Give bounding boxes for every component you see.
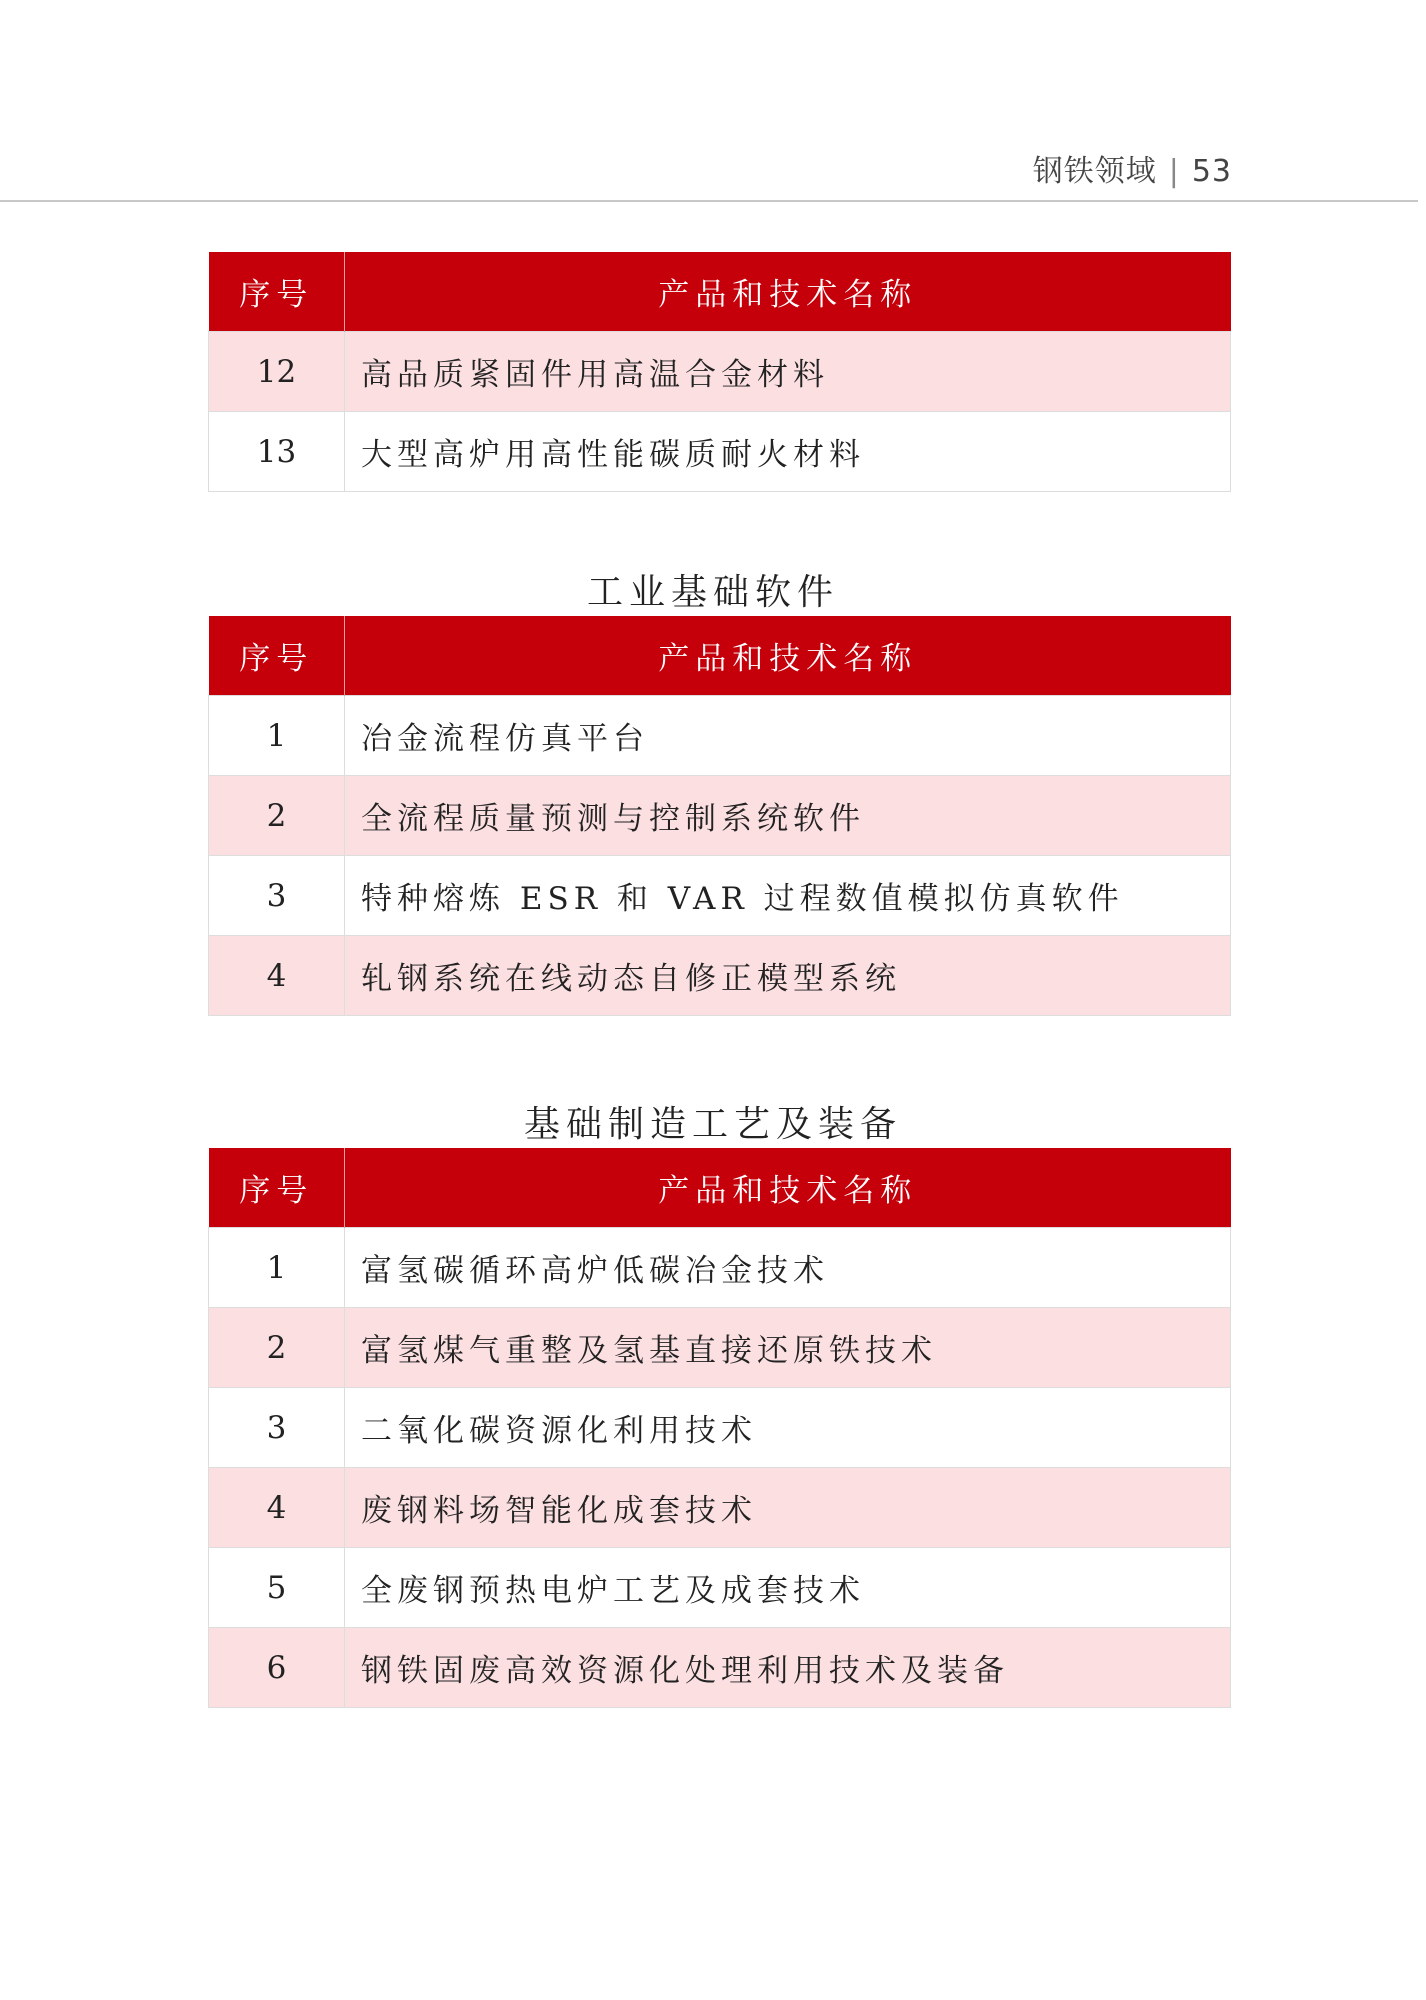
table-header-row — [209, 1148, 1231, 1228]
row-number: 2 — [209, 776, 345, 856]
page-number: 53 — [1191, 154, 1232, 189]
table-row — [209, 1548, 1231, 1628]
table-row — [209, 332, 1231, 412]
row-name: 大型高炉用高性能碳质耐火材料 — [345, 412, 1231, 492]
row-number: 4 — [209, 1468, 345, 1548]
row-number: 2 — [209, 1308, 345, 1388]
row-name: 富氢碳循环高炉低碳冶金技术 — [345, 1228, 1231, 1308]
table-row — [209, 1228, 1231, 1308]
software-table — [208, 616, 1231, 1016]
table-row — [209, 856, 1231, 936]
table-header-row — [209, 252, 1231, 332]
table-row — [209, 1388, 1231, 1468]
column-header-name: 产品和技术名称 — [345, 616, 1231, 696]
row-number: 6 — [209, 1628, 345, 1708]
column-header-number: 序号 — [209, 616, 345, 696]
row-name: 特种熔炼 ESR 和 VAR 过程数值模拟仿真软件 — [345, 856, 1231, 936]
row-name: 全废钢预热电炉工艺及成套技术 — [345, 1548, 1231, 1628]
header-separator: | — [1168, 154, 1180, 189]
table-row — [209, 1468, 1231, 1548]
row-number: 3 — [209, 1388, 345, 1468]
row-number: 3 — [209, 856, 345, 936]
row-number: 5 — [209, 1548, 345, 1628]
row-number: 12 — [209, 332, 345, 412]
row-number: 1 — [209, 696, 345, 776]
process-table — [208, 1148, 1231, 1708]
table-row — [209, 776, 1231, 856]
table-row — [209, 936, 1231, 1016]
row-number: 1 — [209, 1228, 345, 1308]
column-header-number: 序号 — [209, 252, 345, 332]
section-label: 钢铁领域 — [1032, 154, 1157, 189]
table-row — [209, 412, 1231, 492]
row-name: 富氢煤气重整及氢基直接还原铁技术 — [345, 1308, 1231, 1388]
column-header-name: 产品和技术名称 — [345, 252, 1231, 332]
running-header — [1033, 146, 1232, 190]
table-row — [209, 1628, 1231, 1708]
page-header — [0, 0, 1426, 204]
section-title-software: 工业基础软件 — [586, 572, 839, 613]
materials-table — [208, 252, 1231, 492]
table-header-row — [209, 616, 1231, 696]
table-row — [209, 696, 1231, 776]
row-name: 全流程质量预测与控制系统软件 — [345, 776, 1231, 856]
row-name: 高品质紧固件用高温合金材料 — [345, 332, 1231, 412]
row-name: 轧钢系统在线动态自修正模型系统 — [345, 936, 1231, 1016]
row-name: 废钢料场智能化成套技术 — [345, 1468, 1231, 1548]
column-header-name: 产品和技术名称 — [345, 1148, 1231, 1228]
row-number: 13 — [209, 412, 345, 492]
row-number: 4 — [209, 936, 345, 1016]
section-title-process: 基础制造工艺及装备 — [523, 1104, 902, 1145]
header-rule — [0, 200, 1418, 202]
column-header-number: 序号 — [209, 1148, 345, 1228]
row-name: 二氧化碳资源化利用技术 — [345, 1388, 1231, 1468]
table-row — [209, 1308, 1231, 1388]
row-name: 冶金流程仿真平台 — [345, 696, 1231, 776]
row-name: 钢铁固废高效资源化处理利用技术及装备 — [345, 1628, 1231, 1708]
